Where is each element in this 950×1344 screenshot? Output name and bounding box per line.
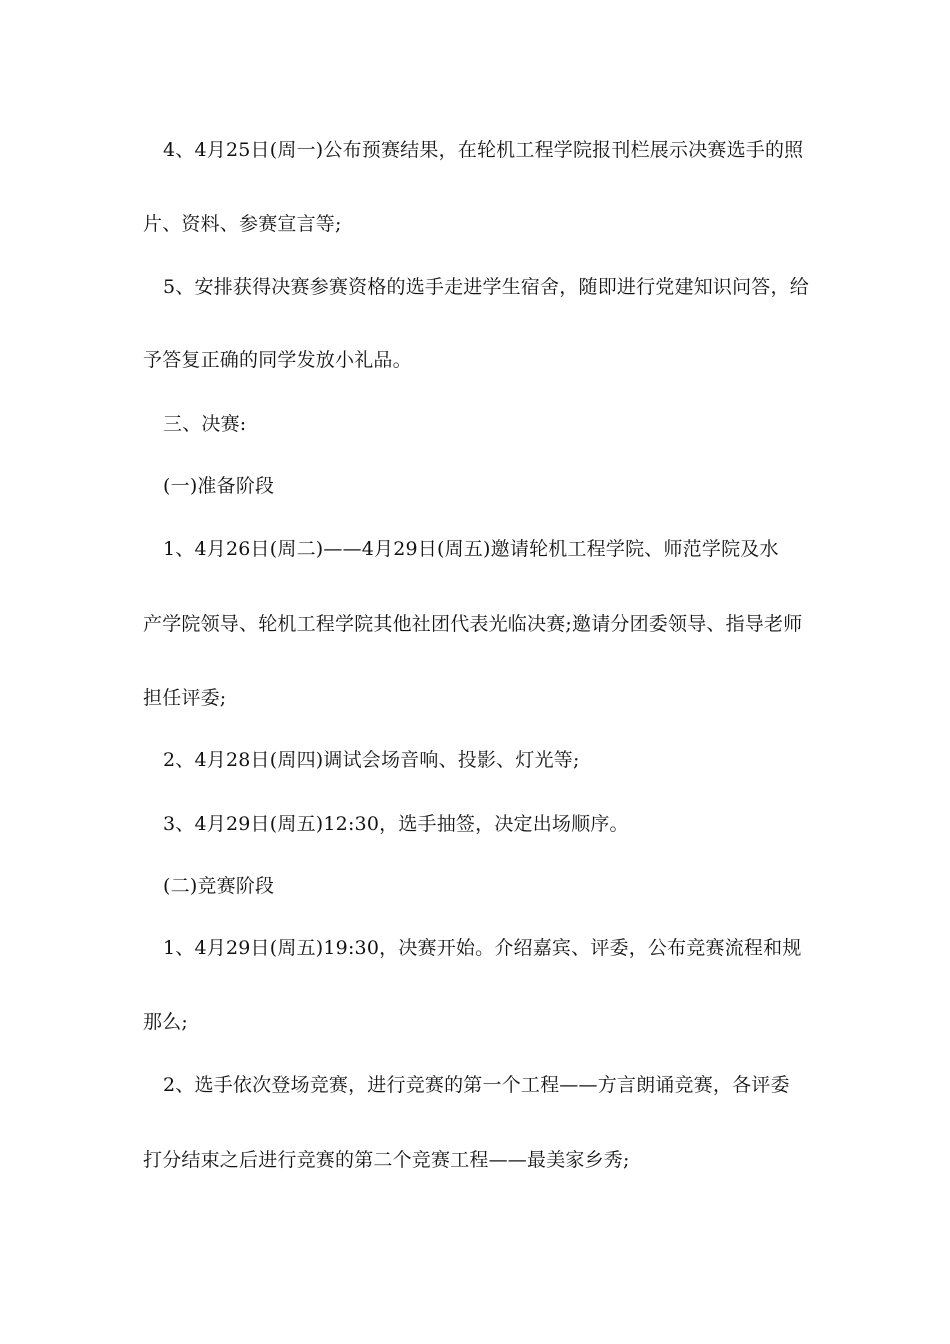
paragraph-line-13: 打分结束之后进行竞赛的第二个竞赛工程——最美家乡秀; — [143, 1149, 630, 1171]
subsection-heading-preparation: (一)准备阶段 — [163, 475, 275, 497]
paragraph-line-1: 4、4月25日(周一)公布预赛结果，在轮机工程学院报刊栏展示决赛选手的照 — [163, 139, 804, 161]
paragraph-line-8: 2、4月28日(周四)调试会场音响、投影、灯光等; — [163, 749, 580, 771]
paragraph-line-5: 1、4月26日(周二)——4月29日(周五)邀请轮机工程学院、师范学院及水 — [163, 538, 779, 560]
paragraph-line-6: 产学院领导、轮机工程学院其他社团代表光临决赛;邀请分团委领导、指导老师 — [143, 613, 803, 635]
subsection-heading-competition: (二)竞赛阶段 — [163, 875, 275, 897]
paragraph-line-4: 予答复正确的同学发放小礼品。 — [143, 349, 412, 371]
paragraph-line-12: 2、选手依次登场竞赛，进行竞赛的第一个工程——方言朗诵竞赛，各评委 — [163, 1074, 790, 1096]
paragraph-line-3: 5、安排获得决赛参赛资格的选手走进学生宿舍，随即进行党建知识问答，给 — [163, 276, 809, 298]
paragraph-line-2: 片、资料、参赛宣言等; — [143, 213, 342, 235]
paragraph-line-7: 担任评委; — [143, 687, 227, 709]
paragraph-line-10: 1、4月29日(周五)19:30，决赛开始。介绍嘉宾、评委，公布竞赛流程和规 — [163, 937, 802, 959]
paragraph-line-9: 3、4月29日(周五)12:30，选手抽签，决定出场顺序。 — [163, 813, 629, 835]
paragraph-line-11: 那么; — [143, 1011, 189, 1033]
section-heading-final: 三、决赛: — [163, 413, 247, 435]
